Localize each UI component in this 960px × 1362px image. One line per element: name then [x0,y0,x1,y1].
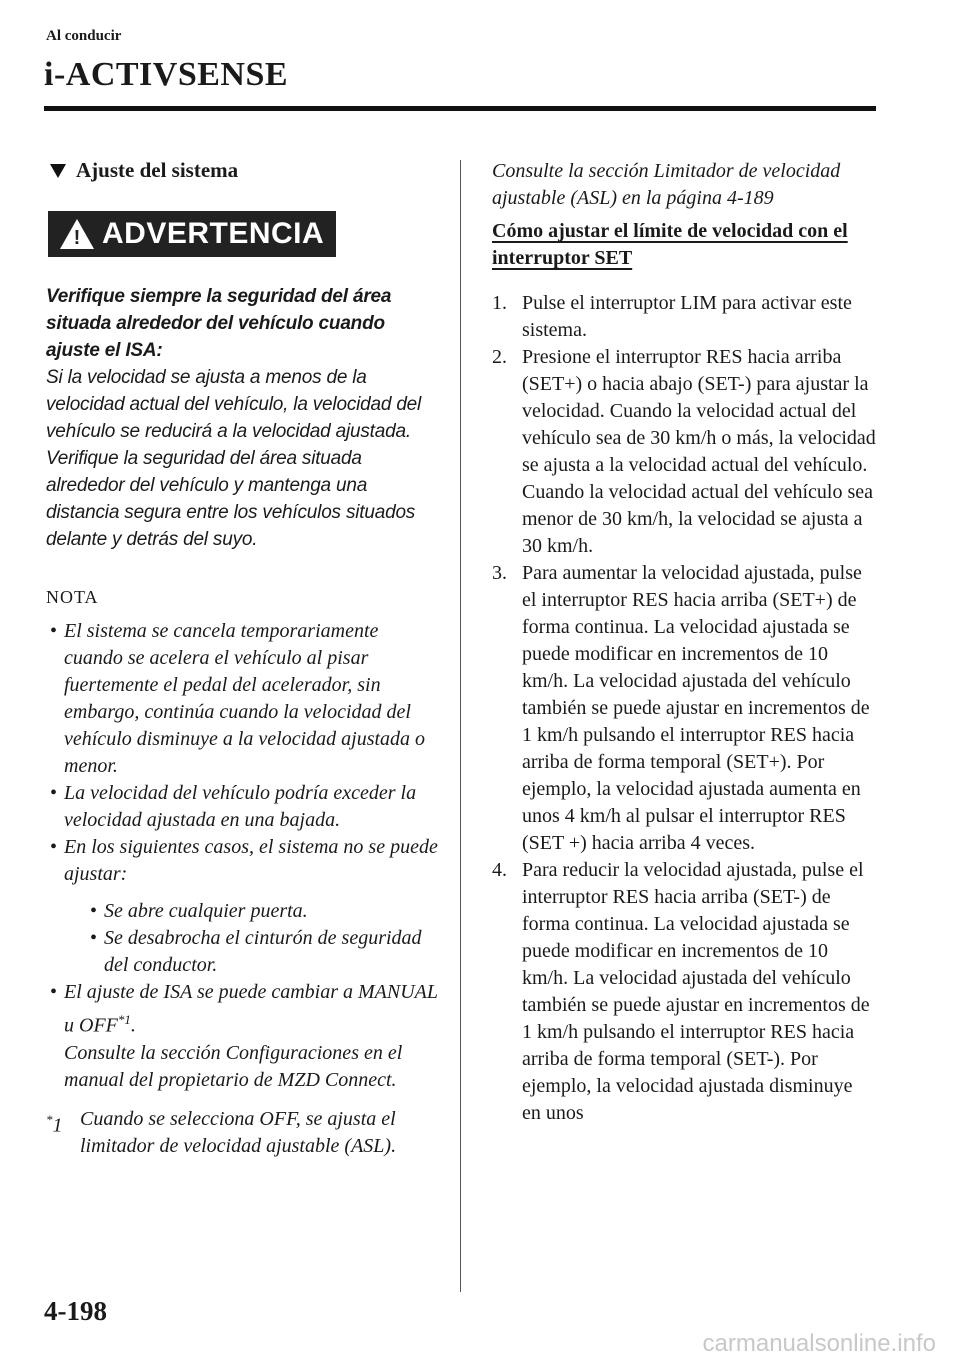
watermark: carmanualsonline.info [702,1330,936,1357]
header-rule [44,106,876,111]
warning-label: ADVERTENCIA [102,217,325,250]
section-label: Al conducir [46,28,122,44]
note-item: • El sistema se cancela temporariamente cuando se acelera el vehículo al pisar fuertemente el pedal del acelerador, sin embargo, continúa cuando la velocidad del vehículo disminuye a la velocidad ajustada o menor. [50,620,426,777]
note-item: • La velocidad del vehículo podría exceder la velocidad ajustada en una bajada. [50,782,417,831]
step-item: 3. Para aumentar la velocidad ajustada, pulse el interruptor RES hacia arriba (SET+) de forma continua. La velocidad ajustada se puede modificar en incrementos de 10 km/h. La velocidad ajustada del vehículo también se puede ajustar en incrementos de 1 km/h pulsando el interruptor RES hacia arriba de forma temporal (SET+). Por ejemplo, la velocidad ajustada aumenta en unos 4 km/h al pulsar el interruptor RES (SET +) hacia arriba 4 veces. [492,562,870,854]
note-subitem: • Se abre cualquier puerta. [90,900,308,922]
footnote: *1 Cuando se selecciona OFF, se ajusta el limitador de velocidad ajustable (ASL). [46,1107,397,1157]
left-column [46,158,438,1160]
subheading [46,158,438,183]
step-item: 1. Pulse el interruptor LIM para activar este sistema. [492,292,852,341]
footnote-text: Cuando se selecciona OFF, se ajusta el limitador de velocidad ajustable (ASL). [80,1107,397,1157]
warning-icon: ! [60,219,94,249]
note-label: NOTA [46,587,99,607]
step-item: 2. Presione el interruptor RES hacia arriba (SET+) o hacia abajo (SET-) para ajustar la velocidad. Cuando la velocidad actual del vehículo sea de 30 km/h o más, la velocidad se ajusta a la velocidad actual del vehículo. Cuando la velocidad actual del vehículo sea menor de 30 km/h, la velocidad se ajusta a 30 km/h. [492,346,876,557]
step-item: 4. Para reducir la velocidad ajustada, pulse el interruptor RES hacia arriba (SET-) de forma continua. La velocidad ajustada se puede modificar en incrementos de 10 km/h. La velocidad ajustada del vehículo también se puede ajustar en incrementos de 1 km/h pulsando el interruptor RES hacia arriba de forma temporal (SET-). Por ejemplo, la velocidad ajustada disminuye en unos [492,859,870,1124]
subheading-text: Ajuste del sistema [76,158,239,182]
procedure-title: Cómo ajustar el límite de velocidad con el interruptor SET [492,220,848,269]
note-list [46,618,438,1094]
note-item: • El ajuste de ISA se puede cambiar a MANUAL u OFF$^{*1}$. Consulte la sección Configuraciones en el manual del propietario de MZD Connect. [50,981,438,1091]
note-subitem: • Se desabrocha el cinturón de seguridad del conductor. [90,927,422,976]
warning-heading: Verifique siempre la seguridad del área situada alrededor del vehículo cuando ajuste el ISA: [46,286,392,361]
triangle-bullet-icon [50,164,66,178]
column-divider [460,160,461,1292]
footnote-ref: *1 [117,1012,131,1027]
warning-body: Si la velocidad se ajusta a menos de la velocidad actual del vehículo, la velocidad del vehículo se reducirá a la velocidad ajustada. Verifique la seguridad del área situada alrededor del vehículo y mantenga una distancia segura entre los vehículos situados delante y detrás del suyo. [46,367,422,550]
note-sublist [64,898,438,979]
warning-banner [48,211,336,257]
page-number: 4-198 [44,1296,107,1326]
right-column [492,158,876,1127]
chapter-title: i-ACTIVSENSE [44,56,289,93]
steps-list [492,290,876,1127]
note-item: • En los siguientes casos, el sistema no se puede ajustar: • Se abre cualquier puerta. • Se desabrocha el cinturón de seguridad del conductor. [46,834,438,979]
cross-reference: Consulte la sección Limitador de velocidad ajustable (ASL) en la página 4-189 [492,160,841,209]
